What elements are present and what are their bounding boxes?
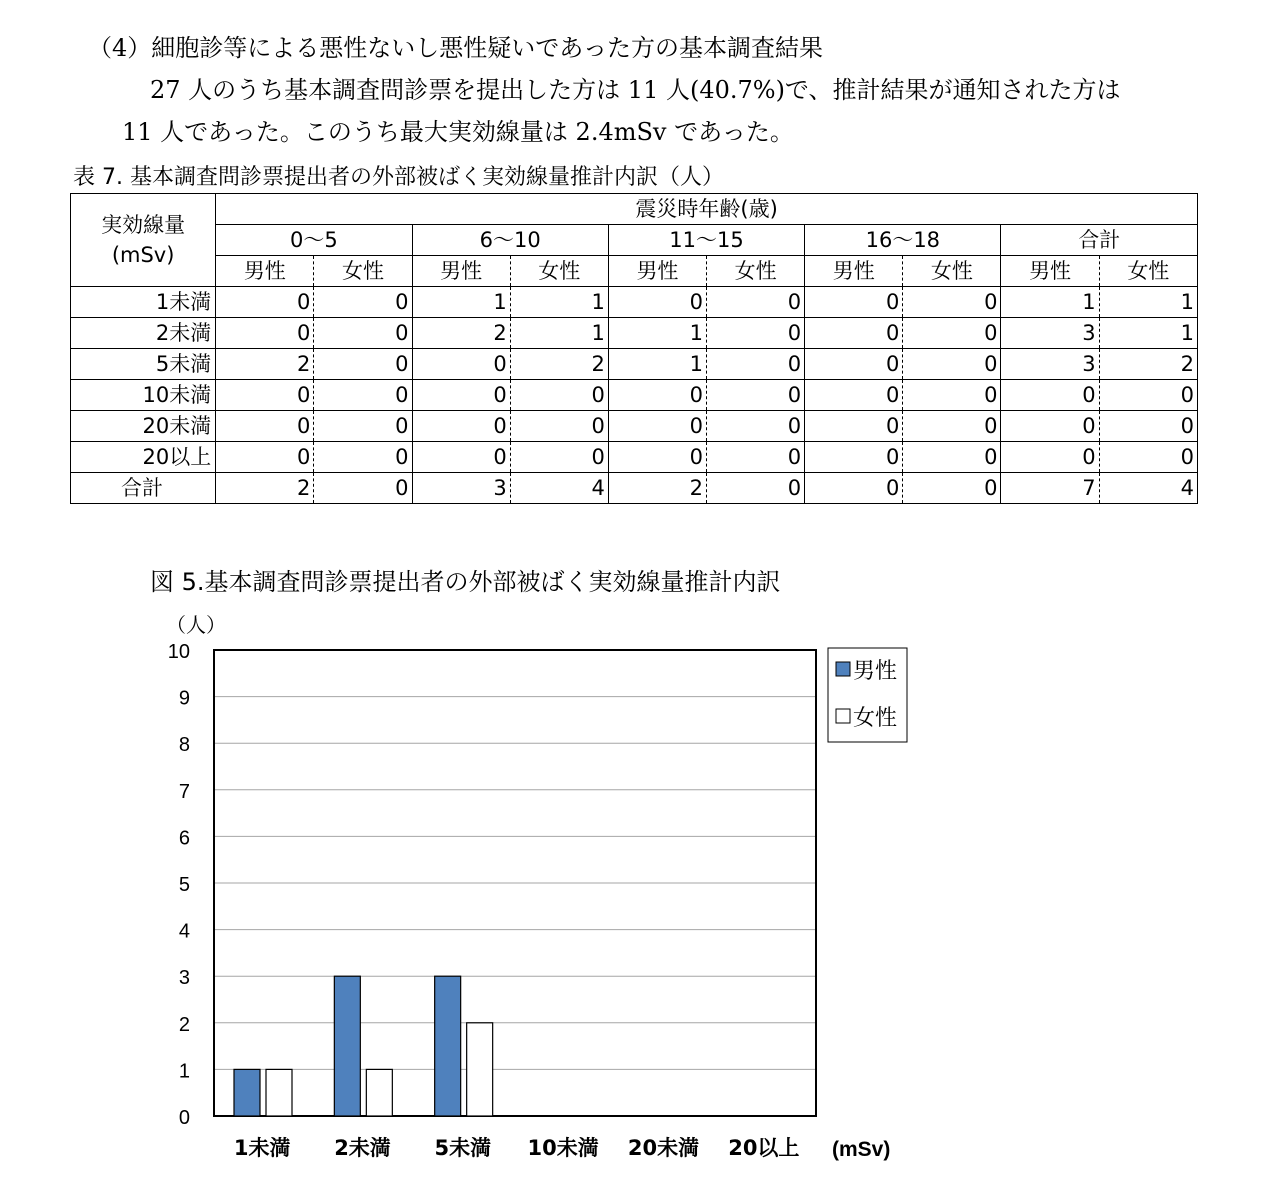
table-cell: 0 [216, 287, 314, 318]
table-cell: 4 [510, 473, 608, 504]
table-cell: 2 [216, 473, 314, 504]
table-cell: 0 [216, 380, 314, 411]
age-group-4: 合計 [1001, 225, 1198, 256]
table-cell: 0 [412, 442, 510, 473]
table-cell: 0 [216, 442, 314, 473]
table-cell: 0 [1099, 442, 1197, 473]
y-tick-label: 3 [178, 967, 190, 990]
table-cell: 0 [1099, 380, 1197, 411]
table-cell: 0 [412, 380, 510, 411]
row-label: 2未満 [71, 318, 216, 349]
table-cell: 0 [510, 442, 608, 473]
sex-label-female: 女性 [707, 256, 805, 287]
table-cell: 0 [314, 287, 412, 318]
bar-male [435, 976, 461, 1116]
y-tick-label: 5 [178, 874, 190, 896]
age-group-0: 0～5 [216, 225, 412, 256]
table-cell: 0 [1001, 442, 1099, 473]
y-tick-label: 0 [178, 1107, 190, 1129]
dose-table [70, 193, 1198, 504]
table-cell: 0 [805, 349, 903, 380]
y-tick-label: 1 [178, 1060, 190, 1083]
sex-label-male: 男性 [1001, 256, 1099, 287]
table-cell: 0 [314, 473, 412, 504]
table-cell: 0 [707, 380, 805, 411]
bar-male [334, 976, 360, 1116]
table-cell: 0 [608, 442, 706, 473]
table-cell: 0 [903, 349, 1001, 380]
bar-male [234, 1069, 260, 1116]
legend-label: 男性 [853, 659, 898, 684]
table-row [71, 411, 1198, 442]
x-tick-label: 2未満 [334, 1136, 391, 1160]
table-cell: 0 [805, 473, 903, 504]
legend-swatch-female [836, 709, 850, 723]
table-cell: 1 [1099, 287, 1197, 318]
sex-label-female: 女性 [903, 256, 1001, 287]
table-cell: 0 [707, 287, 805, 318]
table-cell: 0 [216, 318, 314, 349]
sex-label-female: 女性 [1099, 256, 1197, 287]
table-cell: 7 [1001, 473, 1099, 504]
table-cell: 0 [1099, 411, 1197, 442]
table-cell: 0 [707, 442, 805, 473]
y-axis-label: （人） [166, 613, 226, 637]
table-cell: 2 [412, 318, 510, 349]
table-cell: 1 [1001, 287, 1099, 318]
sex-label-male: 男性 [412, 256, 510, 287]
table-cell: 0 [510, 380, 608, 411]
table-cell: 0 [608, 287, 706, 318]
x-tick-label: 5未満 [434, 1136, 492, 1160]
y-tick-label: 10 [167, 641, 190, 663]
table-cell: 0 [412, 411, 510, 442]
table-cell: 0 [707, 318, 805, 349]
row-label: 10未満 [71, 380, 216, 411]
sex-label-female: 女性 [314, 256, 412, 287]
table-cell: 0 [1001, 411, 1099, 442]
table-cell: 2 [216, 349, 314, 380]
table-cell: 0 [510, 411, 608, 442]
table-cell: 0 [805, 380, 903, 411]
table-cell: 0 [805, 318, 903, 349]
table-cell: 2 [1099, 349, 1197, 380]
table-cell: 0 [608, 380, 706, 411]
legend-label: 女性 [853, 706, 898, 731]
table-cell: 0 [314, 380, 412, 411]
age-group-1: 6～10 [412, 225, 608, 256]
table-cell: 0 [314, 411, 412, 442]
legend-swatch-male [836, 662, 850, 676]
table-cell: 0 [805, 442, 903, 473]
y-tick-label: 7 [178, 780, 190, 803]
table-cell: 0 [216, 411, 314, 442]
table-cell: 2 [608, 473, 706, 504]
table-cell: 0 [1001, 380, 1099, 411]
row-label: 20未満 [71, 411, 216, 442]
table-cell: 3 [1001, 349, 1099, 380]
summary-paragraph-line-2: 11 人であった。このうち最大実効線量は 2.4mSv であった。 [122, 118, 794, 146]
y-tick-label: 2 [178, 1013, 190, 1036]
table-cell: 3 [412, 473, 510, 504]
table-cell: 0 [314, 318, 412, 349]
table-cell: 0 [903, 287, 1001, 318]
row-label: 合計 [71, 473, 216, 504]
table-cell: 2 [510, 349, 608, 380]
chart-title: 図 5.基本調査問診票提出者の外部被ばく実効線量推計内訳 [150, 568, 781, 596]
y-tick-label: 8 [178, 734, 190, 757]
section-heading: （4）細胞診等による悪性ないし悪性疑いであった方の基本調査結果 [88, 34, 824, 62]
table-row [71, 473, 1198, 504]
table-row [71, 380, 1198, 411]
table-cell: 1 [412, 287, 510, 318]
table-cell: 0 [707, 411, 805, 442]
table-cell: 0 [903, 473, 1001, 504]
table-cell: 0 [903, 411, 1001, 442]
sex-row [71, 256, 1198, 287]
row-label: 1未満 [71, 287, 216, 318]
dose-header-label: 実効線量 [101, 213, 186, 237]
age-group-3: 16～18 [805, 225, 1001, 256]
table-cell: 1 [510, 318, 608, 349]
x-axis-label: (mSv) [832, 1138, 891, 1161]
x-tick-label: 20未満 [627, 1136, 700, 1160]
table-cell: 4 [1099, 473, 1197, 504]
table-caption: 表 7. 基本調査問診票提出者の外部被ばく実効線量推計内訳（人） [73, 165, 724, 190]
table-row [71, 442, 1198, 473]
age-group-2: 11～15 [608, 225, 804, 256]
y-tick-label: 6 [178, 827, 190, 850]
table-cell: 1 [1099, 318, 1197, 349]
x-tick-label: 20以上 [728, 1136, 800, 1160]
dose-bar-chart [0, 600, 1274, 1196]
table-cell: 0 [707, 349, 805, 380]
sex-label-male: 男性 [805, 256, 903, 287]
age-group-row [71, 225, 1198, 256]
row-label: 5未満 [71, 349, 216, 380]
table-cell: 0 [805, 411, 903, 442]
table-cell: 0 [608, 411, 706, 442]
row-label: 20以上 [71, 442, 216, 473]
table-row [71, 349, 1198, 380]
x-tick-label: 1未満 [233, 1136, 291, 1160]
sex-label-male: 男性 [608, 256, 706, 287]
table-row [71, 318, 1198, 349]
x-tick-label: 10未満 [527, 1136, 599, 1160]
table-cell: 0 [314, 442, 412, 473]
dose-header-unit: (mSv) [111, 243, 175, 267]
age-group-header: 震災時年齢(歳) [216, 194, 1198, 225]
table-cell: 3 [1001, 318, 1099, 349]
summary-paragraph-line-1: 27 人のうち基本調査問診票を提出した方は 11 人(40.7%)で、推計結果が通知された方は [150, 76, 1121, 104]
bar-female [467, 1023, 493, 1116]
table-row [71, 287, 1198, 318]
table-cell: 0 [805, 287, 903, 318]
table-cell: 0 [412, 349, 510, 380]
table-cell: 0 [903, 380, 1001, 411]
table-cell: 0 [903, 318, 1001, 349]
table-cell: 0 [707, 473, 805, 504]
bar-female [366, 1069, 392, 1116]
table-cell: 1 [608, 349, 706, 380]
sex-label-female: 女性 [510, 256, 608, 287]
table-cell: 1 [510, 287, 608, 318]
dose-column-header [71, 194, 216, 287]
table-cell: 0 [314, 349, 412, 380]
table-cell: 1 [608, 318, 706, 349]
table-cell: 0 [903, 442, 1001, 473]
y-tick-label: 9 [178, 687, 190, 710]
sex-label-male: 男性 [216, 256, 314, 287]
bar-female [266, 1069, 292, 1116]
y-tick-label: 4 [178, 920, 190, 943]
